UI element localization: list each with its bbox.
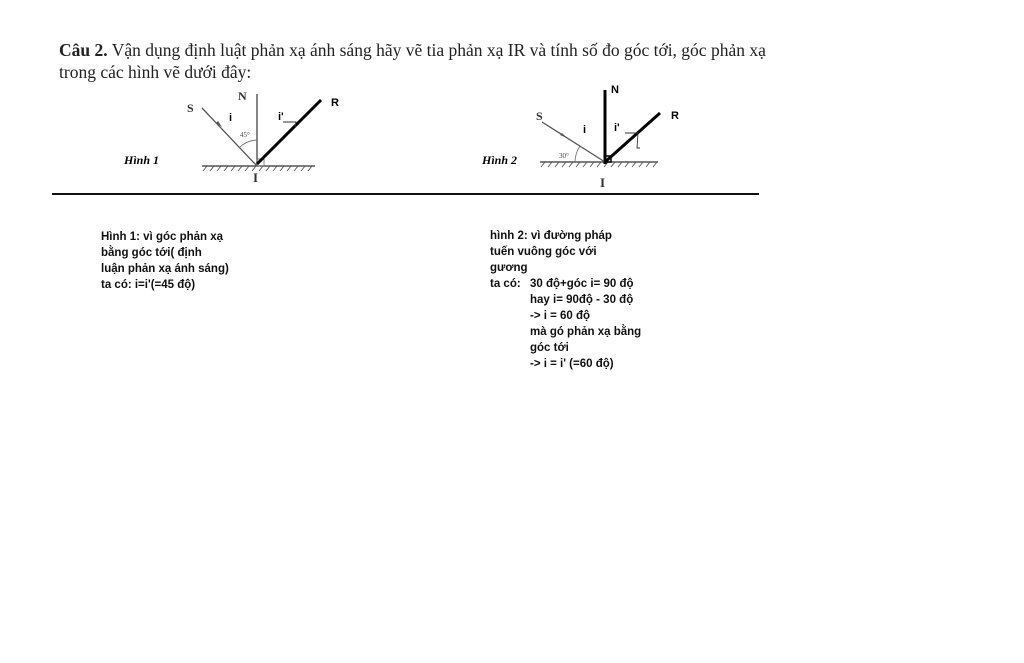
figure-2-label-i: i: [583, 124, 587, 136]
figure-2-label-R: R: [671, 110, 679, 122]
figure-1-angle-arc: [239, 140, 257, 148]
figure-2-reflected-ray: [605, 113, 660, 162]
figure-2-angle-label: 30°: [559, 152, 569, 160]
answer-2-intro-line: hình 2: vì đường pháp: [490, 230, 612, 242]
figure-1: [110, 80, 360, 190]
question-text: [59, 39, 779, 83]
answer-2: [490, 228, 690, 378]
figure-1-label-i: i: [229, 112, 233, 124]
answer-1-line: bằng góc tới( định: [101, 247, 202, 259]
answer-1-line: Hình 1: vì góc phản xạ: [101, 231, 224, 243]
figure-1-label-i-prime: i': [278, 111, 284, 123]
figure-2-angle-arc: [575, 146, 580, 162]
figure-2-label-I: I: [600, 175, 606, 190]
answer-2-calc-line: -> i = 60 độ: [530, 310, 591, 322]
answer-2-calc-line: -> i = i' (=60 độ): [530, 358, 614, 370]
figure-1-label-R: R: [331, 97, 339, 109]
figure-1-angle-label: 45°: [240, 131, 250, 139]
answer-2-calc-line: góc tới: [530, 342, 569, 354]
answer-2-calc-line: mà gó phản xạ bằng: [530, 326, 642, 338]
figure-1-label-S: S: [187, 101, 194, 115]
figure-2-incident-ray: [542, 122, 605, 162]
figure-1-label-I: I: [253, 170, 259, 185]
figure-1-label-N: N: [238, 89, 247, 103]
answer-1-line: luận phản xạ ánh sáng): [101, 263, 229, 275]
figure-2-mirror-hatch: [541, 162, 657, 167]
answer-2-calc-line: 30 độ+góc i= 90 độ: [530, 278, 634, 290]
figure-2-caption: Hình 2: [482, 153, 518, 167]
figure-2-diagram: [470, 80, 720, 190]
section-divider: [52, 193, 759, 195]
figure-1-diagram: [110, 80, 360, 190]
figure-2: [470, 80, 720, 190]
figure-1-reflected-ray: [257, 100, 321, 164]
answer-1-line: ta có: i=i'(=45 độ): [101, 279, 196, 291]
answer-2-calculation: [530, 276, 641, 372]
figure-2-label-N: N: [611, 84, 619, 96]
answer-2-intro-line: tuến vuông góc với: [490, 246, 597, 258]
answer-1: [101, 229, 229, 293]
question-label: Câu 2.: [59, 40, 108, 60]
figure-2-label-i-prime: i': [614, 122, 620, 134]
figure-2-label-S: S: [536, 109, 543, 123]
answer-2-intro-line: gương: [490, 262, 528, 274]
answer-2-lead: ta có:: [490, 278, 521, 290]
question-body: Vận dụng định luật phản xạ ánh sáng hãy vẽ tia phản xạ IR và tính số đo góc tới, góc phản xạ trong các hình vẽ dưới đây:: [59, 40, 766, 82]
figure-1-caption: Hình 1: [124, 153, 160, 167]
answer-2-calc-line: hay i= 90độ - 30 độ: [530, 294, 634, 306]
